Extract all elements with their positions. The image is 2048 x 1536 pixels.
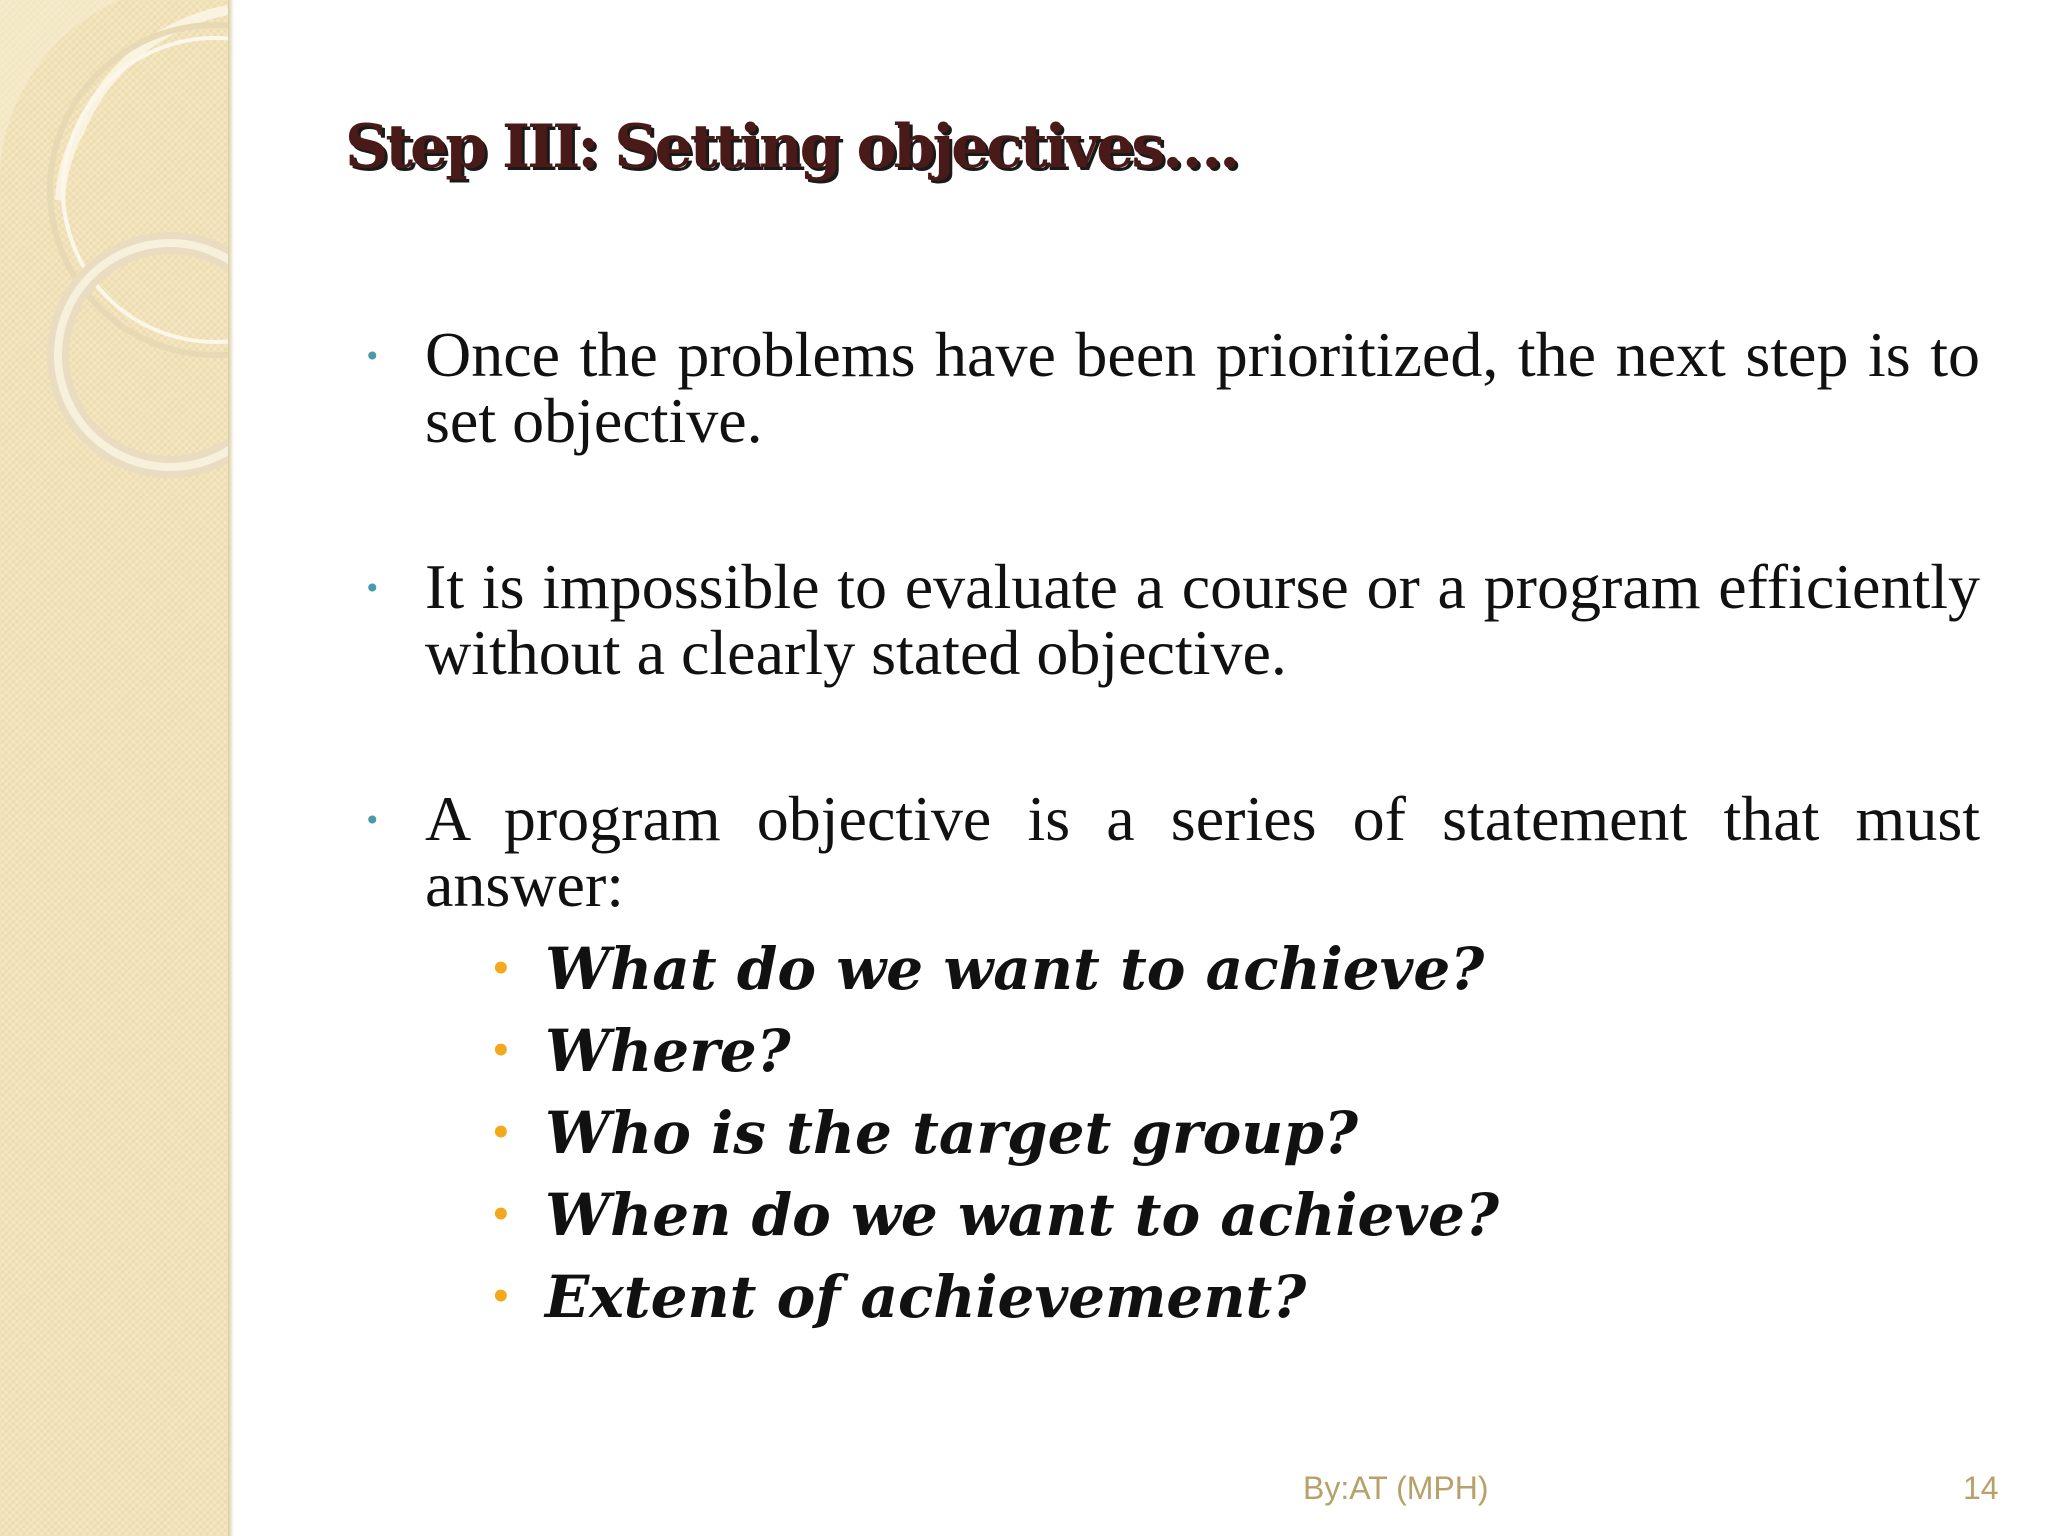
sub-bullet-text: When do we want to achieve? [545, 1181, 1499, 1249]
page-number: 14 [1963, 1470, 1999, 1506]
decorative-sidebar [0, 0, 231, 1536]
slide-body [360, 319, 1980, 1338]
sub-bullet-item [360, 1174, 1980, 1256]
sub-bullet-item [360, 1010, 1980, 1092]
sub-bullet-text: What do we want to achieve? [545, 935, 1485, 1003]
bullet-text: A program objective is a series of statement that must answer: [425, 783, 1980, 920]
bullet-item [360, 783, 1980, 920]
round-bullet-icon: • [490, 949, 512, 989]
round-bullet-icon: • [364, 572, 381, 605]
round-bullet-icon: • [490, 1031, 512, 1071]
sub-bullet-text: Where? [545, 1017, 791, 1085]
sub-bullet-text: Who is the target group? [545, 1099, 1358, 1167]
sub-bullet-text: Extent of achievement? [545, 1263, 1307, 1331]
footer-author: By:AT (MPH) [1303, 1470, 1489, 1506]
bullet-text: Once the problems have been prioritized, the next step is to set objective. [425, 319, 1980, 456]
sub-bullet-list [360, 928, 1980, 1338]
sidebar-divider [228, 0, 234, 1536]
sub-bullet-item [360, 1092, 1980, 1174]
round-bullet-icon: • [364, 340, 381, 373]
bullet-item [360, 319, 1980, 456]
round-bullet-icon: • [490, 1195, 512, 1235]
round-bullet-icon: • [364, 804, 381, 837]
sub-bullet-item [360, 928, 1980, 1010]
sub-bullet-item [360, 1256, 1980, 1338]
bullet-text: It is impossible to evaluate a course or a program efficiently without a clearly stated objective. [425, 551, 1980, 688]
slide-title: Step III: Setting objectives…. [345, 112, 1238, 182]
round-bullet-icon: • [490, 1277, 512, 1317]
ring-ornament-icon [0, 0, 228, 1536]
round-bullet-icon: • [490, 1113, 512, 1153]
bullet-item [360, 551, 1980, 688]
